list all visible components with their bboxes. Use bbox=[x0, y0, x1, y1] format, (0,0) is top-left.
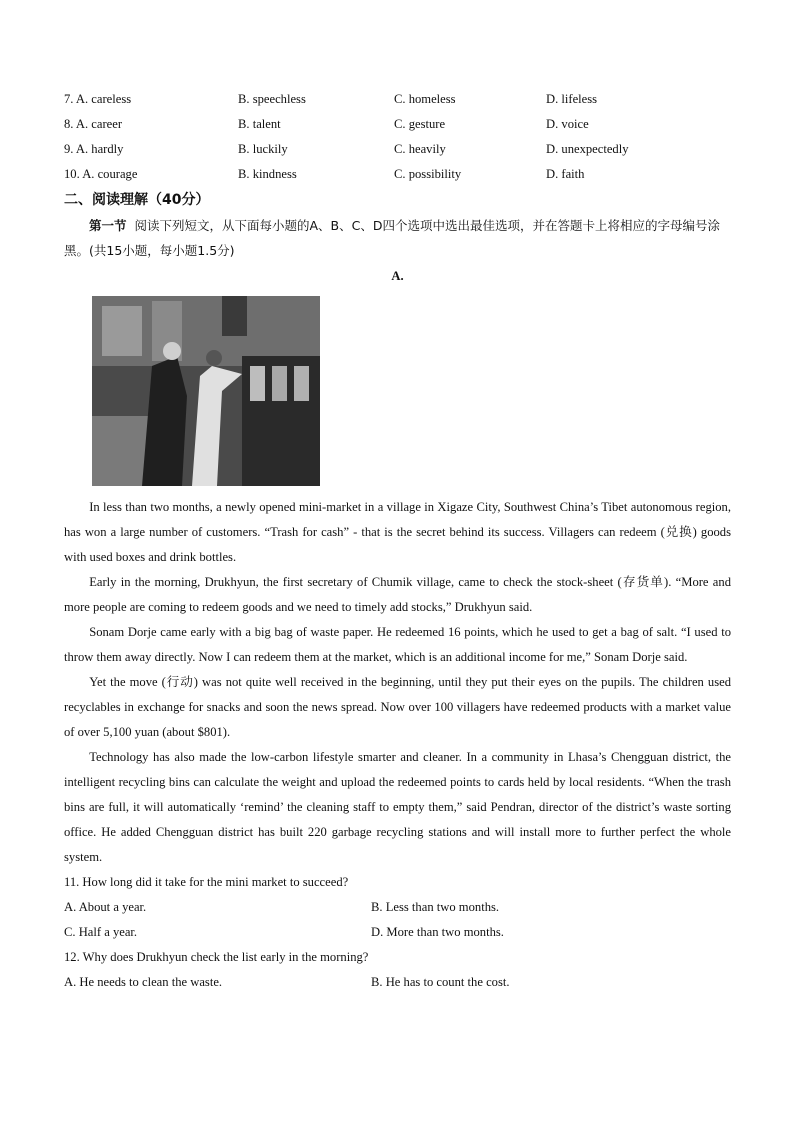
passage-paragraph: In less than two months, a newly opened mini-market in a village in Xigaze City, Southwest China’s Tibet autonomous region, has won a large number of customers. “Trash for cash” - that is the secret behind its success. Villagers can redeem (兑换) goods with used boxes and drink bottles. bbox=[64, 500, 731, 564]
passage-paragraph: Early in the morning, Drukhyun, the first secretary of Chumik village, came to check the stock-sheet (存货单). “More and more people are coming to redeem goods and we need to timely add stocks,” Drukhyun said. bbox=[64, 575, 731, 614]
option-a: 9. A. hardly bbox=[64, 142, 124, 156]
option-d: D. faith bbox=[546, 167, 585, 181]
question-11 bbox=[64, 870, 731, 945]
passage-paragraph: Technology has also made the low-carbon lifestyle smarter and cleaner. In a community in Lhasa’s Chengguan district, the intelligent recycling bins can calculate the weight and upload the redeemed points to cards held by local residents. “When the trash bins are full, it will automatically ‘remind’ the cleaning staff to empty them,” said Pendran, director of the district’s waste sorting office. He added Chengguan district has built 220 garbage recycling stations and will install more to further perfect the whole system. bbox=[64, 750, 731, 864]
option-d: D. lifeless bbox=[546, 92, 598, 106]
exam-page bbox=[64, 88, 731, 995]
option-b: B. luckily bbox=[238, 142, 288, 156]
answer-option-b: B. Less than two months. bbox=[371, 900, 500, 914]
option-d: D. unexpectedly bbox=[546, 142, 629, 156]
option-row bbox=[64, 113, 731, 138]
passage-label: A. bbox=[391, 269, 404, 283]
answer-option-b: B. He has to count the cost. bbox=[371, 975, 510, 989]
option-a: 7. A. careless bbox=[64, 92, 132, 106]
answer-row bbox=[64, 895, 731, 920]
answer-option-a: A. He needs to clean the waste. bbox=[64, 975, 223, 989]
option-a: 10. A. courage bbox=[64, 167, 138, 181]
passage-photo bbox=[92, 296, 320, 486]
section-instruction bbox=[64, 213, 731, 263]
answer-option-c: C. Half a year. bbox=[64, 925, 138, 939]
answer-option-d: D. More than two months. bbox=[371, 925, 504, 939]
question-stem: 11. How long did it take for the mini market to succeed? bbox=[64, 875, 349, 889]
part-label: 第一节 bbox=[89, 218, 127, 233]
option-c: C. homeless bbox=[394, 92, 456, 106]
option-c: C. possibility bbox=[394, 167, 462, 181]
option-d: D. voice bbox=[546, 117, 589, 131]
option-c: C. gesture bbox=[394, 117, 446, 131]
question-12 bbox=[64, 945, 731, 995]
instruction-text: 阅读下列短文，从下面每小题的A、B、C、D四个选项中选出最佳选项，并在答题卡上将相应的字母编号涂黑。(共15小题，每小题1.5分) bbox=[64, 218, 720, 258]
option-c: C. heavily bbox=[394, 142, 446, 156]
option-a: 8. A. career bbox=[64, 117, 123, 131]
answer-row bbox=[64, 920, 731, 945]
cloze-options bbox=[64, 88, 731, 188]
passage-paragraph: Yet the move (行动) was not quite well received in the beginning, until they put their eyes on the pupils. The children used recyclables in exchange for snacks and soon the news spread. Now over 100 villagers have redeemed products with a market value of over 5,100 yuan (about $801). bbox=[64, 675, 731, 739]
option-b: B. speechless bbox=[238, 92, 306, 106]
question-stem: 12. Why does Drukhyun check the list early in the morning? bbox=[64, 950, 369, 964]
option-b: B. kindness bbox=[238, 167, 297, 181]
answer-option-a: A. About a year. bbox=[64, 900, 147, 914]
option-row bbox=[64, 138, 731, 163]
option-row bbox=[64, 163, 731, 188]
section-title: 二、阅读理解（40分） bbox=[64, 192, 210, 208]
answer-row bbox=[64, 970, 731, 995]
passage-paragraph: Sonam Dorje came early with a big bag of waste paper. He redeemed 16 points, which he used to get a bag of salt. “I used to throw them away directly. Now I can redeem them at the market, which is an additional income for me,” Sonam Dorje said. bbox=[64, 625, 731, 664]
option-b: B. talent bbox=[238, 117, 281, 131]
option-row bbox=[64, 88, 731, 113]
market-photo-image bbox=[92, 296, 320, 486]
